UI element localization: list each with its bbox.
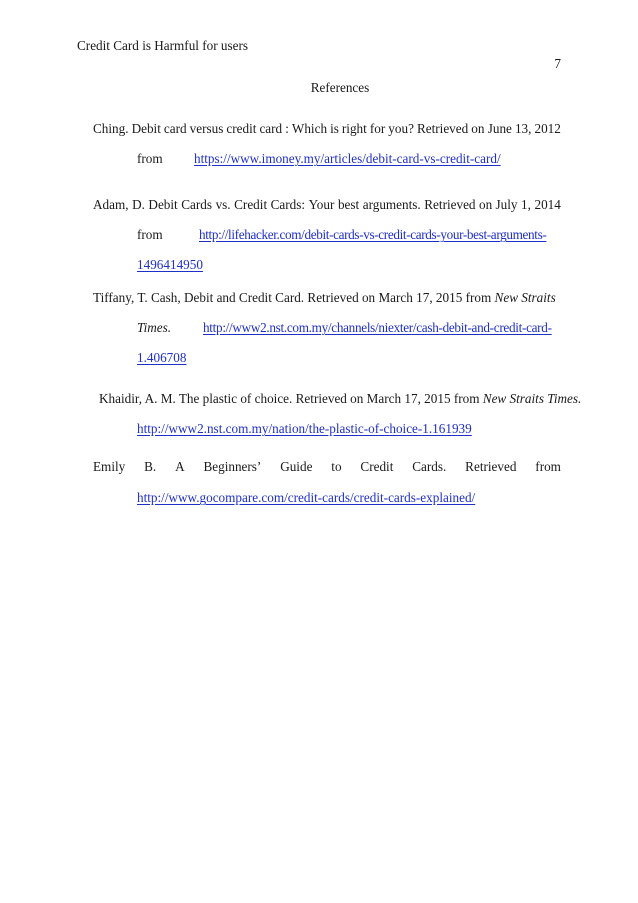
references-heading: References: [310, 80, 370, 95]
reference-3-link-cont[interactable]: 1.406708: [137, 350, 187, 365]
reference-1-line-2: [137, 151, 163, 167]
reference-4-line-1: Khaidir, A. M. The plastic of choice. Retrieved on March 17, 2015 from New Straits Times.: [99, 391, 582, 406]
reference-3-url-line-1: [203, 320, 552, 336]
reference-3-line-2: [137, 320, 171, 336]
reference-5-link[interactable]: http://www.gocompare.com/credit-cards/credit-cards-explained/: [137, 490, 476, 505]
reference-3-link[interactable]: http://www2.nst.com.my/channels/niexter/cash-debit-and-credit-card-: [203, 320, 552, 335]
reference-2-link-cont[interactable]: 1496414950: [137, 257, 203, 272]
source-title: Times.: [137, 320, 172, 335]
reference-2-url-line-1: [199, 227, 561, 243]
reference-2-line-2: [137, 227, 163, 243]
reference-3-url-line-2: [137, 350, 186, 366]
reference-5-url-line: [137, 490, 475, 506]
from-label: from: [137, 151, 163, 166]
reference-2-link[interactable]: http://lifehacker.com/debit-cards-vs-credit-cards-your-best-arguments-: [199, 227, 547, 242]
source-title: New Straits Times.: [482, 391, 582, 406]
page-number: 7: [554, 56, 561, 71]
reference-2-line-1: Adam, D. Debit Cards vs. Credit Cards: Your best arguments. Retrieved on July 1, 2014: [93, 197, 561, 212]
reference-1-line-1: Ching. Debit card versus credit card : Which is right for you? Retrieved on June 13, 2012: [93, 121, 561, 136]
from-label: from: [137, 227, 163, 242]
reference-4-link[interactable]: http://www2.nst.com.my/nation/the-plastic-of-choice-1.161939: [137, 421, 472, 436]
source-title: New Straits: [494, 290, 556, 305]
running-head: Credit Card is Harmful for users: [77, 38, 249, 53]
reference-5-line-1: Emily B. A Beginners’ Guide to Credit Cards. Retrieved from: [93, 459, 561, 474]
reference-1-link[interactable]: https://www.imoney.my/articles/debit-card-vs-credit-card/: [194, 151, 501, 166]
reference-3-line-1: Tiffany, T. Cash, Debit and Credit Card. Retrieved on March 17, 2015 from New Straits: [93, 290, 556, 305]
reference-4-url-line: [137, 421, 472, 437]
reference-1-url-line: [194, 151, 501, 167]
reference-2-url-line-2: [137, 257, 203, 273]
